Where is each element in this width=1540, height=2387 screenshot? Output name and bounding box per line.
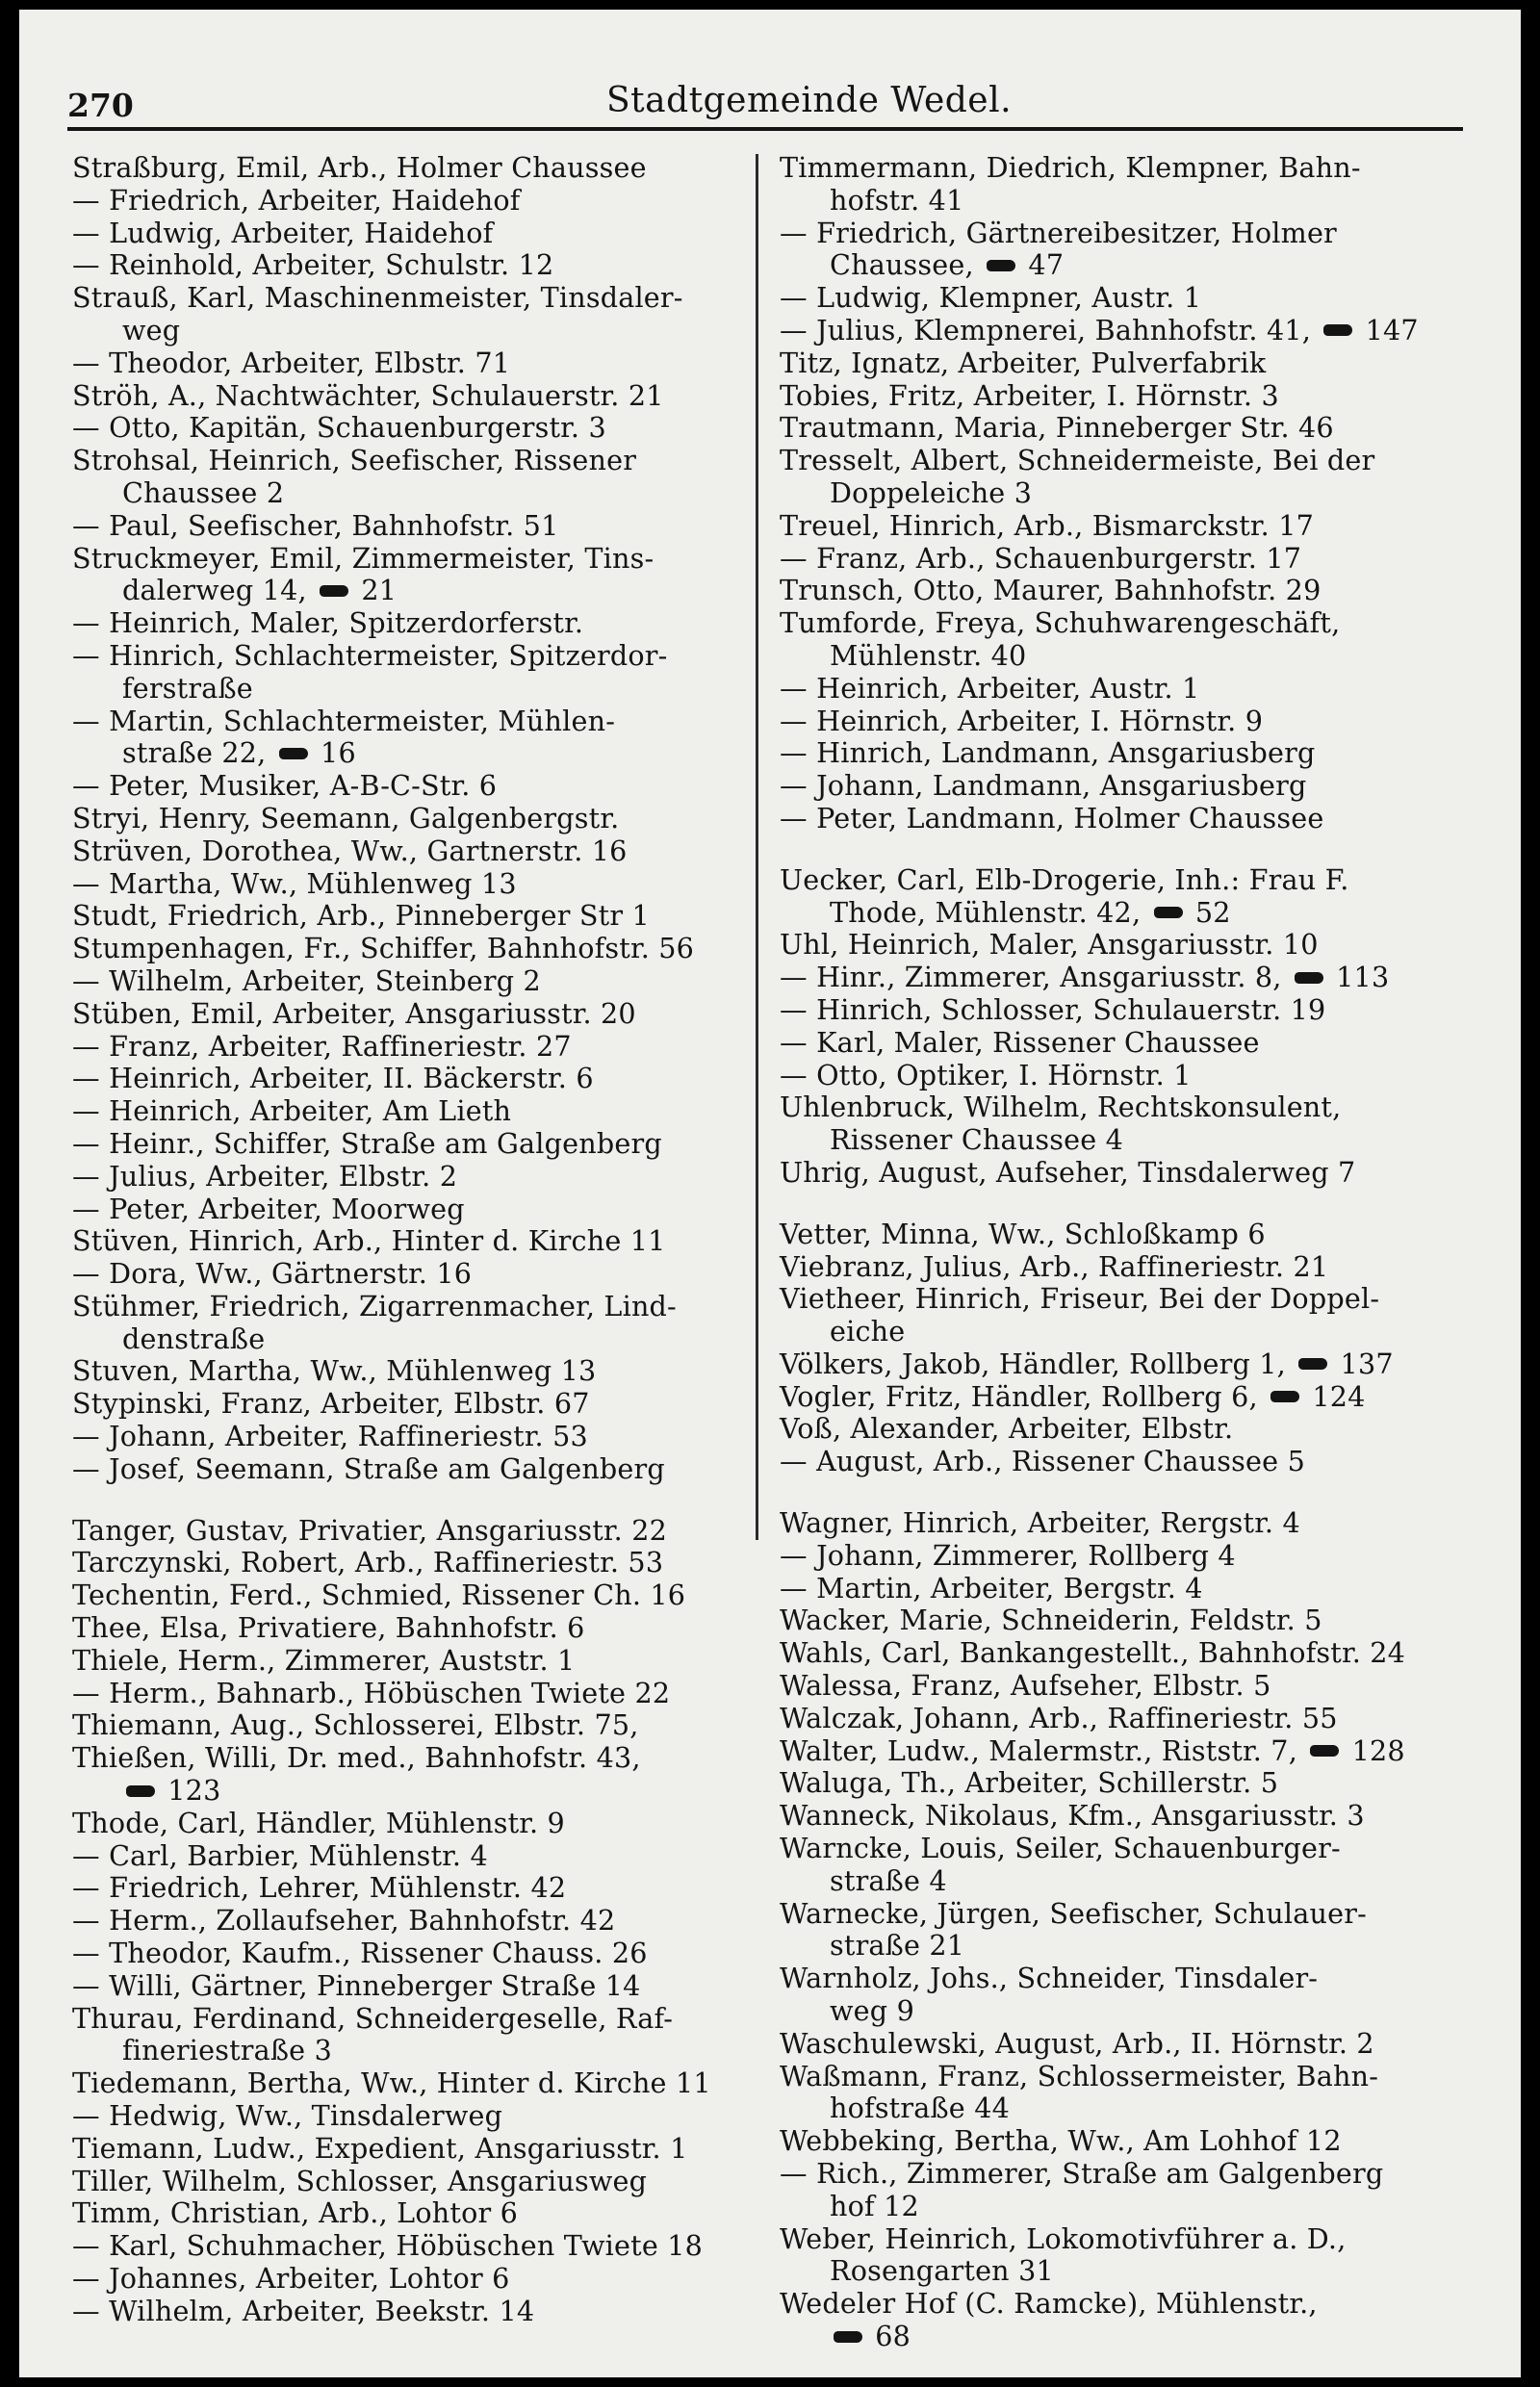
entry-line: Thurau, Ferdinand, Schneidergeselle, Raf- xyxy=(72,2001,674,2035)
directory-entry xyxy=(780,2125,1463,2158)
directory-entry xyxy=(780,994,1463,1027)
directory-entry xyxy=(72,933,756,965)
entry-line: — Theodor, Kaufm., Rissener Chauss. 26 xyxy=(72,1937,648,1970)
entry-line: — Heinrich, Arbeiter, I. Hörnstr. 9 xyxy=(780,704,1264,737)
directory-entry xyxy=(72,282,756,347)
entry-line: Uecker, Carl, Elb-Drogerie, Inh.: Frau F. xyxy=(780,862,1349,896)
directory-entry xyxy=(72,868,756,901)
directory-entry xyxy=(780,864,1463,930)
entry-continuation: fineriestraße 3 xyxy=(122,2034,332,2067)
entry-continuation: hof 12 xyxy=(830,2189,919,2222)
entry-line: Timmermann, Diedrich, Klempner, Bahn- xyxy=(780,151,1361,184)
entry-line: — Johannes, Arbeiter, Lohtor 6 xyxy=(72,2262,510,2295)
entry-line: — Rich., Zimmerer, Straße am Galgenberg xyxy=(780,2157,1384,2191)
directory-entry xyxy=(780,2061,1463,2126)
directory-entry xyxy=(780,1251,1463,1284)
header-rule xyxy=(67,127,1463,131)
entry-line: — Josef, Seemann, Straße am Galgenberg xyxy=(72,1451,665,1485)
directory-entry xyxy=(780,962,1463,994)
entry-continuation: weg xyxy=(122,313,181,346)
directory-entry xyxy=(780,1507,1463,1540)
entry-line: — Herm., Bahnarb., Höbüschen Twiete 22 xyxy=(72,1676,671,1709)
directory-entry xyxy=(780,543,1463,576)
directory-entry xyxy=(72,965,756,998)
entry-line: — Ludwig, Arbeiter, Haidehof xyxy=(72,216,494,249)
directory-entry xyxy=(72,2133,756,2166)
directory-entry xyxy=(780,607,1463,673)
entry-continuation: hofstraße 44 xyxy=(830,2092,1010,2125)
directory-entry xyxy=(780,315,1463,347)
directory-entry xyxy=(72,1579,756,1612)
directory-entry xyxy=(72,510,756,543)
entry-continuation: straße 22, 16 xyxy=(122,736,356,770)
entry-line: — Otto, Kapitän, Schauenburgerstr. 3 xyxy=(72,411,606,445)
entry-continuation: Mühlenstr. 40 xyxy=(830,638,1027,672)
entry-line: Thiele, Herm., Zimmerer, Auststr. 1 xyxy=(72,1643,576,1677)
directory-entry xyxy=(72,380,756,413)
entry-line: — Herm., Zollaufseher, Bahnhofstr. 42 xyxy=(72,1904,616,1938)
entry-line: Walczak, Johann, Arb., Raffineriestr. 55 xyxy=(780,1701,1338,1734)
directory-entry xyxy=(72,1128,756,1161)
directory-entry xyxy=(72,1742,756,1808)
entry-line: Tresselt, Albert, Schneidermeiste, Bei der xyxy=(780,444,1375,477)
entry-line: Stumpenhagen, Fr., Schiffer, Bahnhofstr. 56 xyxy=(72,932,695,965)
entry-line: Tanger, Gustav, Privatier, Ansgariusstr. 22 xyxy=(72,1513,668,1547)
directory-entry xyxy=(72,1970,756,2003)
entry-continuation: Rosengarten 31 xyxy=(830,2254,1054,2288)
entry-line: Techentin, Ferd., Schmied, Rissener Ch. 16 xyxy=(72,1578,686,1612)
directory-entry xyxy=(72,1031,756,1064)
entry-line: — Friedrich, Arbeiter, Haidehof xyxy=(72,183,521,217)
letter-section xyxy=(72,152,756,1486)
directory-entry xyxy=(780,673,1463,706)
directory-entry xyxy=(72,543,756,608)
entry-line: — Friedrich, Gärtnereibesitzer, Holmer xyxy=(780,216,1337,249)
entry-line: — Carl, Barbier, Mühlenstr. 4 xyxy=(72,1838,488,1872)
entry-line: — Heinrich, Arbeiter, II. Bäckerstr. 6 xyxy=(72,1062,594,1095)
entry-line: — Dora, Ww., Gärtnerstr. 16 xyxy=(72,1257,473,1291)
directory-entry xyxy=(780,1027,1463,1060)
directory-entry xyxy=(780,1413,1463,1446)
directory-entry xyxy=(780,1637,1463,1670)
directory-entry xyxy=(72,1709,756,1742)
directory-entry xyxy=(780,1060,1463,1092)
telephone-icon xyxy=(1310,1745,1339,1757)
entry-line: Ströh, A., Nachtwächter, Schulauerstr. 21 xyxy=(72,378,664,412)
entry-line: — Ludwig, Klempner, Austr. 1 xyxy=(780,281,1202,315)
entry-line: Struckmeyer, Emil, Zimmermeister, Tins- xyxy=(72,541,654,575)
entry-line: — Martha, Ww., Mühlenweg 13 xyxy=(72,866,517,900)
telephone-icon xyxy=(320,585,348,597)
directory-entry xyxy=(72,2166,756,2198)
directory-entry xyxy=(780,2288,1463,2353)
directory-entry xyxy=(780,1735,1463,1768)
page-number: 270 xyxy=(67,87,134,124)
letter-section xyxy=(780,152,1463,835)
entry-line: — Peter, Arbeiter, Moorweg xyxy=(72,1192,465,1225)
directory-entry xyxy=(72,640,756,706)
entry-line: — Hinrich, Schlosser, Schulauerstr. 19 xyxy=(780,992,1326,1026)
telephone-icon xyxy=(1295,972,1323,984)
letter-section xyxy=(780,864,1463,1190)
entry-line: — Martin, Arbeiter, Bergstr. 4 xyxy=(780,1571,1203,1604)
directory-entry xyxy=(780,1833,1463,1898)
directory-entry xyxy=(72,1225,756,1258)
entry-continuation: Chaussee, 47 xyxy=(830,248,1065,282)
directory-entry xyxy=(780,737,1463,770)
entry-line: — Reinhold, Arbeiter, Schulstr. 12 xyxy=(72,248,554,282)
entry-line: Strauß, Karl, Maschinenmeister, Tinsdaler- xyxy=(72,281,683,315)
entry-line: — Franz, Arbeiter, Raffineriestr. 27 xyxy=(72,1029,572,1063)
directory-entry xyxy=(780,2223,1463,2289)
entry-line: — Julius, Arbeiter, Elbstr. 2 xyxy=(72,1159,458,1193)
directory-entry xyxy=(780,1283,1463,1348)
entry-line: Warnecke, Jürgen, Seefischer, Schulauer- xyxy=(780,1896,1367,1930)
entry-line: — Wilhelm, Arbeiter, Steinberg 2 xyxy=(72,963,541,997)
telephone-icon xyxy=(987,260,1015,271)
directory-entry xyxy=(72,706,756,771)
directory-entry xyxy=(72,1840,756,1873)
entry-continuation: 123 xyxy=(72,1775,756,1808)
directory-entry xyxy=(72,412,756,445)
entry-continuation: ferstraße xyxy=(122,671,253,705)
entry-continuation: weg 9 xyxy=(830,1994,914,2028)
directory-entry xyxy=(72,1421,756,1453)
directory-entry xyxy=(72,1194,756,1226)
entry-line: Wanneck, Nikolaus, Kfm., Ansgariusstr. 3 xyxy=(780,1799,1365,1833)
directory-entry xyxy=(72,218,756,250)
entry-line: Strüven, Dorothea, Ww., Gartnerstr. 16 xyxy=(72,834,628,867)
directory-entry xyxy=(780,1670,1463,1703)
directory-entry xyxy=(72,445,756,510)
directory-entry xyxy=(780,347,1463,380)
entry-continuation: eiche xyxy=(830,1315,906,1348)
entry-continuation: 68 xyxy=(780,2321,1463,2353)
directory-entry xyxy=(72,1678,756,1710)
directory-entry xyxy=(780,380,1463,413)
running-head-title: Stadtgemeinde Wedel. xyxy=(606,81,1013,120)
entry-continuation: Thode, Mühlenstr. 42, 52 xyxy=(830,895,1231,929)
directory-entry xyxy=(72,347,756,380)
entry-line: — August, Arb., Rissener Chaussee 5 xyxy=(780,1445,1305,1478)
entry-line: Stryi, Henry, Seemann, Galgenbergstr. xyxy=(72,801,620,834)
entry-line: Waschulewski, August, Arb., II. Hörnstr. 2 xyxy=(780,2026,1374,2060)
entry-continuation: dalerweg 14, 21 xyxy=(122,574,398,607)
entry-line: — Heinr., Schiffer, Straße am Galgenberg xyxy=(72,1126,662,1160)
directory-entry xyxy=(72,1095,756,1128)
entry-line: — Johann, Arbeiter, Raffineriestr. 53 xyxy=(72,1420,588,1453)
directory-entry xyxy=(72,1612,756,1645)
entry-line: Strohsal, Heinrich, Seefischer, Rissener xyxy=(72,444,637,477)
directory-entry xyxy=(72,607,756,640)
directory-entry xyxy=(72,1355,756,1388)
directory-entry xyxy=(72,2003,756,2068)
telephone-icon xyxy=(279,748,308,759)
entry-line: — Karl, Maler, Rissener Chaussee xyxy=(780,1025,1260,1059)
entry-continuation: Doppeleiche 3 xyxy=(830,475,1033,509)
directory-entry xyxy=(72,1063,756,1095)
entry-line: Waluga, Th., Arbeiter, Schillerstr. 5 xyxy=(780,1766,1279,1800)
directory-entry xyxy=(780,445,1463,510)
directory-entry xyxy=(72,803,756,835)
directory-entry xyxy=(780,803,1463,835)
entry-line: Vetter, Minna, Ww., Schloßkamp 6 xyxy=(780,1217,1266,1250)
entry-line: — Paul, Seefischer, Bahnhofstr. 51 xyxy=(72,508,559,542)
entry-line: Stuven, Martha, Ww., Mühlenweg 13 xyxy=(72,1354,597,1388)
entry-line: — Heinrich, Arbeiter, Austr. 1 xyxy=(780,671,1200,705)
directory-entry xyxy=(72,835,756,868)
entry-line: — Peter, Landmann, Holmer Chaussee xyxy=(780,801,1324,834)
entry-line: Trautmann, Maria, Pinneberger Str. 46 xyxy=(780,411,1334,445)
entry-line: Tiemann, Ludw., Expedient, Ansgariusstr. 1 xyxy=(72,2131,688,2165)
directory-entry xyxy=(780,1091,1463,1157)
entry-line: Waßmann, Franz, Schlossermeister, Bahn- xyxy=(780,2059,1379,2092)
entry-line: — Hinrich, Schlachtermeister, Spitzerdor- xyxy=(72,638,668,672)
entry-line: — Heinrich, Maler, Spitzerdorferstr. xyxy=(72,606,584,640)
entry-line: Voß, Alexander, Arbeiter, Elbstr. xyxy=(780,1412,1234,1446)
entry-line: Wedeler Hof (C. Ramcke), Mühlenstr., xyxy=(780,2287,1318,2321)
entry-line: — Wilhelm, Arbeiter, Beekstr. 14 xyxy=(72,2294,535,2327)
entry-line: Walter, Ludw., Malermstr., Riststr. 7, 128 xyxy=(780,1733,1405,1767)
column-divider xyxy=(756,154,758,1540)
directory-entry xyxy=(72,2067,756,2100)
entry-line: Wacker, Marie, Schneiderin, Feldstr. 5 xyxy=(780,1604,1322,1637)
entry-line: Studt, Friedrich, Arb., Pinneberger Str 1 xyxy=(72,899,650,933)
directory-entry xyxy=(780,2028,1463,2061)
entry-line: Tumforde, Freya, Schuhwarengeschäft, xyxy=(780,606,1341,640)
entry-line: Tobies, Fritz, Arbeiter, I. Hörnstr. 3 xyxy=(780,378,1279,412)
entry-line: — Friedrich, Lehrer, Mühlenstr. 42 xyxy=(72,1871,567,1905)
directory-entry xyxy=(72,1645,756,1678)
directory-entry xyxy=(72,1938,756,1970)
directory-entry xyxy=(72,2197,756,2230)
entry-line: Webbeking, Bertha, Ww., Am Lohhof 12 xyxy=(780,2124,1342,2158)
telephone-icon xyxy=(1298,1358,1327,1370)
directory-entry xyxy=(780,2158,1463,2223)
entry-line: Uhl, Heinrich, Maler, Ansgariusstr. 10 xyxy=(780,928,1319,962)
directory-entry xyxy=(780,510,1463,543)
telephone-icon xyxy=(126,1785,155,1797)
directory-entry xyxy=(72,185,756,218)
entry-line: Walessa, Franz, Aufseher, Elbstr. 5 xyxy=(780,1669,1271,1703)
entry-line: — Julius, Klempnerei, Bahnhofstr. 41, 147 xyxy=(780,313,1419,346)
entry-line: Thiemann, Aug., Schlosserei, Elbstr. 75, xyxy=(72,1708,639,1742)
directory-entry xyxy=(780,282,1463,315)
entry-line: Uhlenbruck, Wilhelm, Rechtskonsulent, xyxy=(780,1091,1342,1124)
directory-entry xyxy=(780,1381,1463,1414)
directory-entry xyxy=(72,2296,756,2328)
entry-continuation: hofstr. 41 xyxy=(830,183,964,217)
entry-line: Vietheer, Hinrich, Friseur, Bei der Doppel- xyxy=(780,1282,1380,1316)
entry-continuation: straße 21 xyxy=(830,1929,965,1963)
directory-entry xyxy=(72,770,756,803)
entry-line: — Hinrich, Landmann, Ansgariusberg xyxy=(780,736,1316,770)
telephone-icon xyxy=(1323,324,1352,336)
entry-continuation: denstraße xyxy=(122,1322,266,1355)
directory-entry xyxy=(72,1547,756,1579)
directory-entry xyxy=(780,218,1463,283)
directory-entry xyxy=(780,770,1463,803)
entry-line: — Willi, Gärtner, Pinneberger Straße 14 xyxy=(72,1968,641,2002)
letter-section xyxy=(780,1219,1463,1478)
entry-line: Stühmer, Friedrich, Zigarrenmacher, Lind- xyxy=(72,1289,677,1322)
directory-entry xyxy=(780,1963,1463,2028)
entry-line: Völkers, Jakob, Händler, Rollberg 1, 137 xyxy=(780,1347,1394,1380)
directory-entry xyxy=(72,1291,756,1356)
entry-line: — Johann, Landmann, Ansgariusberg xyxy=(780,769,1307,803)
entry-line: — Hinr., Zimmerer, Ansgariusstr. 8, 113 xyxy=(780,961,1390,994)
directory-entry xyxy=(780,1800,1463,1833)
entry-line: Straßburg, Emil, Arb., Holmer Chaussee xyxy=(72,151,647,184)
directory-entry xyxy=(72,1515,756,1548)
entry-continuation: Chaussee 2 xyxy=(122,475,285,509)
directory-entry xyxy=(780,412,1463,445)
directory-entry xyxy=(780,1703,1463,1735)
entry-line: Stypinski, Franz, Arbeiter, Elbstr. 67 xyxy=(72,1387,590,1421)
left-column xyxy=(72,152,756,2357)
entry-line: — Heinrich, Arbeiter, Am Lieth xyxy=(72,1094,512,1128)
entry-line: — Theodor, Arbeiter, Elbstr. 71 xyxy=(72,346,511,379)
directory-entry xyxy=(72,1905,756,1938)
entry-line: — Peter, Musiker, A-B-C-Str. 6 xyxy=(72,769,498,803)
entry-line: Vogler, Fritz, Händler, Rollberg 6, 124 xyxy=(780,1379,1366,1413)
letter-section xyxy=(72,1515,756,2328)
entry-continuation: straße 4 xyxy=(830,1863,947,1897)
directory-entry xyxy=(72,1872,756,1905)
directory-entry xyxy=(72,1258,756,1291)
directory-entry xyxy=(72,2230,756,2263)
directory-entry xyxy=(72,152,756,185)
entry-line: Weber, Heinrich, Lokomotivführer a. D., xyxy=(780,2221,1347,2255)
entry-line: Wahls, Carl, Bankangestellt., Bahnhofstr. 24 xyxy=(780,1636,1406,1670)
directory-entry xyxy=(780,575,1463,607)
directory-entry xyxy=(72,1161,756,1194)
directory-entry xyxy=(72,2100,756,2133)
letter-section xyxy=(780,1507,1463,2353)
directory-entry xyxy=(72,1388,756,1421)
entry-line: Thee, Elsa, Privatiere, Bahnhofstr. 6 xyxy=(72,1611,585,1645)
entry-line: Viebranz, Julius, Arb., Raffineriestr. 21 xyxy=(780,1249,1329,1283)
entry-line: Thießen, Willi, Dr. med., Bahnhofstr. 43, xyxy=(72,1741,641,1775)
entry-line: Warncke, Louis, Seiler, Schauenburger- xyxy=(780,1832,1341,1865)
directory-entry xyxy=(780,1573,1463,1605)
directory-entry xyxy=(780,1604,1463,1637)
entry-line: Tarczynski, Robert, Arb., Raffineriestr. 53 xyxy=(72,1546,664,1579)
directory-entry xyxy=(780,1446,1463,1478)
entry-line: — Franz, Arb., Schauenburgerstr. 17 xyxy=(780,541,1302,575)
directory-entry xyxy=(780,152,1463,218)
entry-line: Thode, Carl, Händler, Mühlenstr. 9 xyxy=(72,1806,565,1839)
directory-entry xyxy=(780,1219,1463,1251)
entry-line: Trunsch, Otto, Maurer, Bahnhofstr. 29 xyxy=(780,574,1322,607)
entry-line: Stüben, Emil, Arbeiter, Ansgariusstr. 20 xyxy=(72,996,636,1030)
directory-entry xyxy=(72,2263,756,2296)
entry-line: Wagner, Hinrich, Arbeiter, Rergstr. 4 xyxy=(780,1506,1300,1540)
directory-entry xyxy=(780,929,1463,962)
entry-line: Tiedemann, Bertha, Ww., Hinter d. Kirche 11 xyxy=(72,2066,711,2100)
directory-entry xyxy=(72,1453,756,1486)
entry-line: Treuel, Hinrich, Arb., Bismarckstr. 17 xyxy=(780,508,1314,542)
directory-entry xyxy=(780,1898,1463,1964)
directory-entry xyxy=(780,706,1463,738)
telephone-icon xyxy=(834,2331,862,2343)
directory-entry xyxy=(780,1540,1463,1573)
entry-line: Uhrig, August, Aufseher, Tinsdalerweg 7 xyxy=(780,1155,1356,1189)
directory-entry xyxy=(72,998,756,1031)
entry-line: — Karl, Schuhmacher, Höbüschen Twiete 18 xyxy=(72,2229,704,2263)
directory-entry xyxy=(72,249,756,282)
entry-line: Warnholz, Johs., Schneider, Tinsdaler- xyxy=(780,1962,1319,1995)
page-header xyxy=(67,77,1463,135)
entry-line: Stüven, Hinrich, Arb., Hinter d. Kirche 11 xyxy=(72,1224,666,1258)
entry-line: — Hedwig, Ww., Tinsdalerweg xyxy=(72,2099,503,2133)
directory-entry xyxy=(72,900,756,933)
directory-entry xyxy=(72,1808,756,1840)
entry-line: — Otto, Optiker, I. Hörnstr. 1 xyxy=(780,1058,1192,1091)
entry-continuation: Rissener Chaussee 4 xyxy=(830,1123,1124,1157)
entry-line: — Johann, Zimmerer, Rollberg 4 xyxy=(780,1538,1236,1572)
entry-line: Timm, Christian, Arb., Lohtor 6 xyxy=(72,2196,519,2230)
entry-line: Titz, Ignatz, Arbeiter, Pulverfabrik xyxy=(780,346,1267,379)
directory-entry xyxy=(780,1767,1463,1800)
directory-entry xyxy=(780,1157,1463,1190)
right-column xyxy=(780,152,1463,2377)
entry-line: Tiller, Wilhelm, Schlosser, Ansgariusweg xyxy=(72,2164,648,2197)
telephone-icon xyxy=(1270,1391,1299,1402)
entry-line: — Martin, Schlachtermeister, Mühlen- xyxy=(72,704,616,737)
directory-page xyxy=(19,10,1521,2377)
directory-entry xyxy=(780,1348,1463,1381)
telephone-icon xyxy=(1154,907,1183,918)
